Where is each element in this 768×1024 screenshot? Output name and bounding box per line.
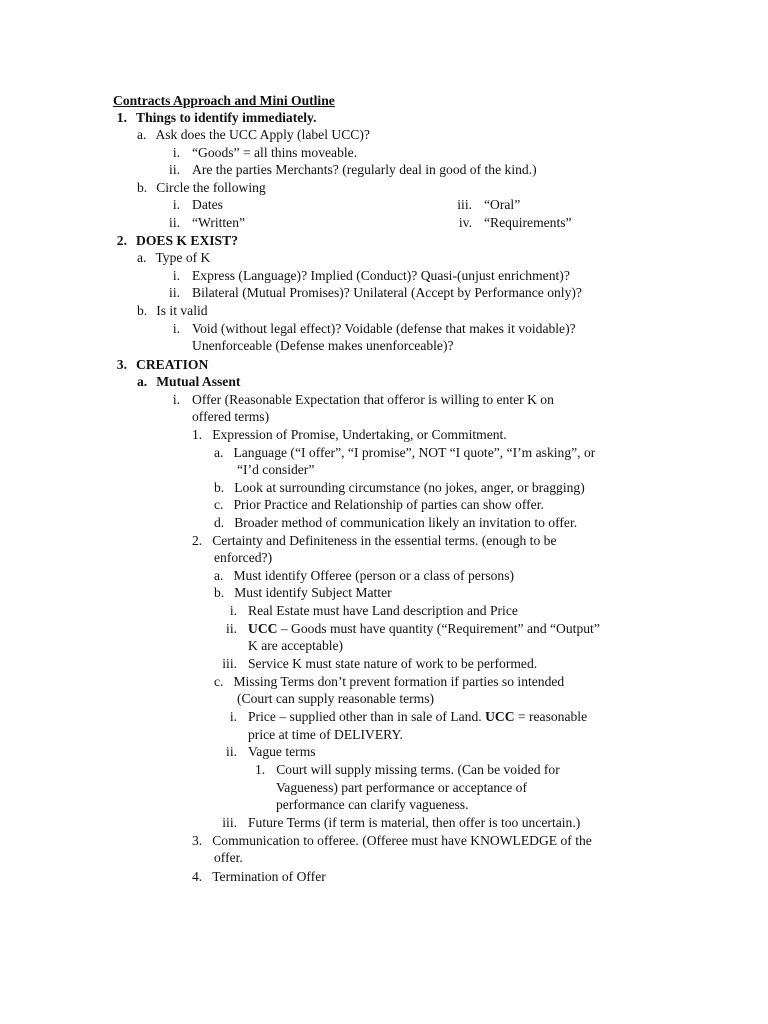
- list-marker: iii.: [222, 815, 237, 830]
- list-item: [192, 832, 592, 849]
- list-marker: 4.: [192, 869, 203, 884]
- list-marker: 3.: [192, 833, 203, 848]
- list-item: [214, 708, 587, 725]
- list-continuation: Unenforceable (Defense makes unenforceable)?: [192, 338, 454, 353]
- list-item: [150, 144, 357, 161]
- list-text: Future Terms (if term is material, then offer is too uncertain.): [248, 815, 581, 830]
- list-marker: i.: [172, 268, 180, 283]
- list-marker: ii.: [169, 162, 180, 177]
- list-marker: a.: [137, 374, 148, 389]
- list-item: [192, 426, 507, 443]
- list-item: [214, 620, 600, 637]
- list-item: [192, 868, 326, 885]
- list-text: Service K must state nature of work to be performed.: [248, 656, 538, 671]
- list-marker: 1.: [255, 762, 266, 777]
- list-text: Broader method of communication likely an invitation to offer.: [234, 515, 578, 530]
- list-item: [150, 196, 223, 213]
- list-item: [255, 761, 560, 778]
- list-item: [137, 302, 208, 319]
- list-item: [150, 214, 245, 231]
- list-item: [192, 532, 557, 549]
- list-marker: 2.: [192, 533, 203, 548]
- list-continuation: (Court can supply reasonable terms): [237, 691, 435, 706]
- section-3-heading: [113, 356, 208, 373]
- list-marker: i.: [229, 709, 237, 724]
- list-continuation: performance can clarify vagueness.: [276, 797, 469, 812]
- ucc-label: UCC: [248, 621, 278, 636]
- list-item: [214, 496, 544, 513]
- list-item: [214, 814, 580, 831]
- list-text: Price – supplied other than in sale of Land.: [248, 709, 486, 724]
- section-2-heading: [113, 232, 238, 249]
- list-continuation: enforced?): [214, 550, 273, 565]
- list-marker: iv.: [458, 215, 472, 230]
- list-marker: d.: [214, 515, 225, 530]
- list-item: [137, 126, 370, 143]
- list-marker: 3.: [116, 357, 127, 372]
- list-text: Certainty and Definiteness in the essential terms. (enough to be: [212, 533, 557, 548]
- list-marker: a.: [214, 568, 224, 583]
- list-text: Expression of Promise, Undertaking, or Commitment.: [212, 427, 507, 442]
- subsection-heading: [137, 373, 240, 390]
- list-item: [150, 320, 576, 337]
- list-text: Circle the following: [156, 180, 266, 195]
- list-text: Prior Practice and Relationship of parties can show offer.: [233, 497, 544, 512]
- list-text: Express (Language)? Implied (Conduct)? Quasi-(unjust enrichment)?: [192, 268, 570, 283]
- list-marker: a.: [214, 445, 224, 460]
- list-continuation: K are acceptable): [248, 638, 344, 653]
- list-text: Offer (Reasonable Expectation that offeror is willing to enter K on: [192, 392, 554, 407]
- list-continuation: offered terms): [192, 409, 270, 424]
- list-marker: i.: [229, 603, 237, 618]
- list-marker: i.: [172, 392, 180, 407]
- list-marker: i.: [172, 321, 180, 336]
- list-marker: 1.: [192, 427, 203, 442]
- list-item: [214, 567, 514, 584]
- list-continuation: Vagueness) part performance or acceptance of: [276, 780, 527, 795]
- list-marker: ii.: [226, 744, 237, 759]
- list-item: [150, 391, 554, 408]
- list-text: Vague terms: [248, 744, 316, 759]
- list-item: [214, 584, 392, 601]
- list-marker: ii.: [226, 621, 237, 636]
- list-item: [214, 444, 595, 461]
- list-text: Look at surrounding circumstance (no jokes, anger, or bragging): [234, 480, 585, 495]
- list-continuation: offer.: [214, 850, 243, 865]
- list-text: Mutual Assent: [156, 374, 241, 389]
- list-text: Type of K: [155, 250, 211, 265]
- list-text: Termination of Offer: [212, 869, 326, 884]
- section-1-heading: [113, 109, 317, 126]
- list-marker: b.: [214, 585, 225, 600]
- list-marker: 1.: [116, 110, 127, 125]
- list-text: Court will supply missing terms. (Can be voided for: [276, 762, 560, 777]
- list-item: [440, 196, 520, 213]
- list-text: Communication to offeree. (Offeree must have KNOWLEDGE of the: [212, 833, 592, 848]
- list-text: = reasonable: [514, 709, 588, 724]
- list-item: [440, 214, 572, 231]
- section-3-text: CREATION: [136, 357, 209, 372]
- list-text: Must identify Offeree (person or a class of persons): [233, 568, 515, 583]
- list-text: “Written”: [192, 215, 246, 230]
- list-marker: b.: [137, 303, 148, 318]
- list-text: Real Estate must have Land description and Price: [248, 603, 518, 618]
- list-marker: ii.: [169, 215, 180, 230]
- list-marker: ii.: [169, 285, 180, 300]
- document-title: Contracts Approach and Mini Outline: [113, 93, 335, 108]
- list-item: [214, 655, 537, 672]
- list-text: – Goods must have quantity (“Requirement” and “Output”: [277, 621, 600, 636]
- list-continuation: price at time of DELIVERY.: [248, 727, 403, 742]
- section-1-text: Things to identify immediately.: [136, 110, 317, 125]
- list-item: [214, 479, 585, 496]
- list-text: Are the parties Merchants? (regularly deal in good of the kind.): [192, 162, 537, 177]
- list-continuation: “I’d consider”: [237, 462, 315, 477]
- list-text: “Requirements”: [484, 215, 572, 230]
- list-text: Void (without legal effect)? Voidable (defense that makes it voidable)?: [192, 321, 576, 336]
- list-marker: i.: [172, 197, 180, 212]
- list-marker: a.: [137, 127, 147, 142]
- list-marker: i.: [172, 145, 180, 160]
- list-text: Dates: [192, 197, 223, 212]
- list-item: [150, 284, 582, 301]
- list-marker: 2.: [116, 233, 127, 248]
- ucc-label: UCC: [485, 709, 515, 724]
- list-item: [214, 602, 518, 619]
- list-item: [137, 179, 266, 196]
- list-text: Bilateral (Mutual Promises)? Unilateral (Accept by Performance only)?: [192, 285, 582, 300]
- list-item: [214, 514, 577, 531]
- list-text: “Goods” = all thins moveable.: [192, 145, 358, 160]
- list-marker: a.: [137, 250, 147, 265]
- list-marker: c.: [214, 674, 224, 689]
- list-text: “Oral”: [484, 197, 521, 212]
- section-2-text: DOES K EXIST?: [136, 233, 238, 248]
- list-item: [150, 267, 570, 284]
- list-text: Language (“I offer”, “I promise”, NOT “I quote”, “I’m asking”, or: [233, 445, 596, 460]
- list-item: [214, 743, 316, 760]
- list-marker: iii.: [222, 656, 237, 671]
- list-item: [214, 673, 564, 690]
- list-marker: c.: [214, 497, 224, 512]
- list-item: [137, 249, 210, 266]
- list-item: [150, 161, 537, 178]
- list-text: Missing Terms don’t prevent formation if parties so intended: [233, 674, 565, 689]
- list-text: Is it valid: [156, 303, 208, 318]
- list-text: Must identify Subject Matter: [234, 585, 392, 600]
- list-text: Ask does the UCC Apply (label UCC)?: [155, 127, 370, 142]
- list-marker: b.: [137, 180, 148, 195]
- list-marker: iii.: [457, 197, 472, 212]
- list-marker: b.: [214, 480, 225, 495]
